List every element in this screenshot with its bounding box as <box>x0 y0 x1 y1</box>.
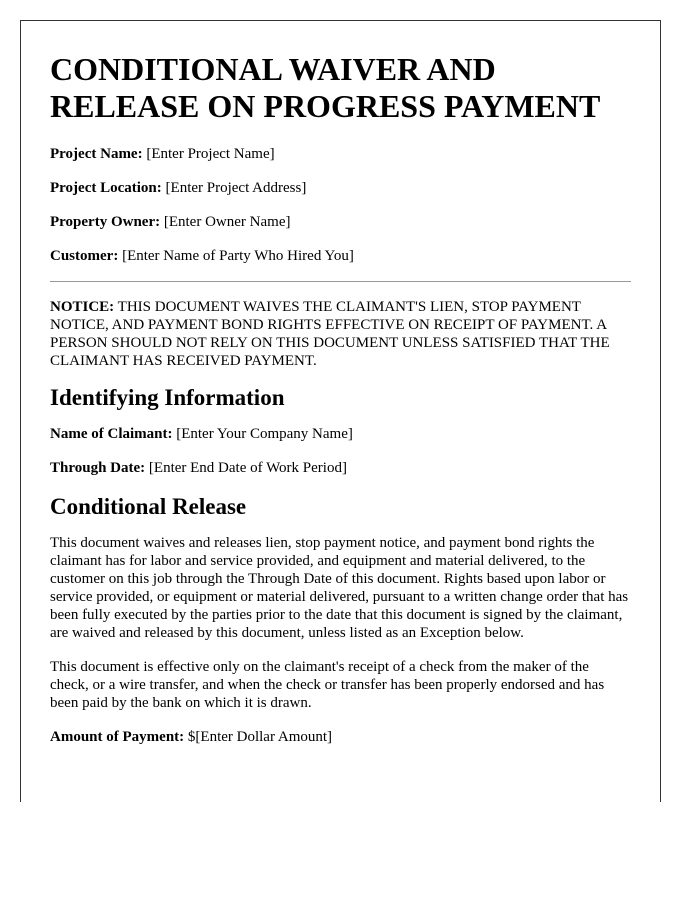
field-label: Project Name: <box>50 146 143 162</box>
identifying-information-heading: Identifying Information <box>50 385 285 410</box>
through-date-field <box>50 459 631 477</box>
field-value: [Enter End Date of Work Period] <box>148 460 347 476</box>
field-value: [Enter Owner Name] <box>163 214 291 230</box>
field-label: Property Owner: <box>50 214 161 230</box>
field-label: Amount of Payment: <box>50 729 185 745</box>
document-page <box>20 20 661 802</box>
property-owner-field <box>50 213 631 231</box>
field-value: [Enter Name of Party Who Hired You] <box>122 248 354 264</box>
document-title <box>50 51 631 125</box>
field-value: [Enter Project Name] <box>146 146 275 162</box>
amount-of-payment-field <box>50 728 631 746</box>
claimant-name-field <box>50 425 631 443</box>
conditional-release-heading: Conditional Release <box>50 494 247 519</box>
field-value: [Enter Your Company Name] <box>176 426 353 442</box>
notice-paragraph <box>50 298 631 370</box>
notice-label: NOTICE: <box>50 299 115 315</box>
field-label: Through Date: <box>50 460 146 476</box>
title-line-2: RELEASE ON PROGRESS PAYMENT <box>50 88 601 124</box>
title-line-1: CONDITIONAL WAIVER AND <box>50 51 496 87</box>
field-label: Name of Claimant: <box>50 426 173 442</box>
divider <box>50 281 631 282</box>
project-location-field <box>50 179 631 197</box>
customer-field <box>50 247 631 265</box>
effective-paragraph: This document is effective only on the claimant's receipt of a check from the maker of the check, or a wire transfer, and when the check or transfer has been properly endorsed and has been paid by the bank on which it is drawn. <box>50 659 605 711</box>
field-value: $[Enter Dollar Amount] <box>187 729 333 745</box>
field-value: [Enter Project Address] <box>165 180 307 196</box>
field-label: Customer: <box>50 248 119 264</box>
project-name-field <box>50 145 631 163</box>
release-paragraph: This document waives and releases lien, stop payment notice, and payment bond rights the claimant has for labor and service provided, and equipment and material delivered, to the customer on this job through the Through Date of this document. Rights based upon labor or service provided, or equipment or material delivered, pursuant to a written change order that has been fully executed by the parties prior to the date that this document is signed by the claimant, are waived and released by this document, unless listed as an Exception below. <box>50 535 629 641</box>
notice-text: THIS DOCUMENT WAIVES THE CLAIMANT'S LIEN, STOP PAYMENT NOTICE, AND PAYMENT BOND RIGHTS EFFECTIVE ON RECEIPT OF PAYMENT. A PERSON SHOULD NOT RELY ON THIS DOCUMENT UNLESS SATISFIED THAT THE CLAIMANT HAS RECEIVED PAYMENT. <box>50 299 610 369</box>
field-label: Project Location: <box>50 180 162 196</box>
